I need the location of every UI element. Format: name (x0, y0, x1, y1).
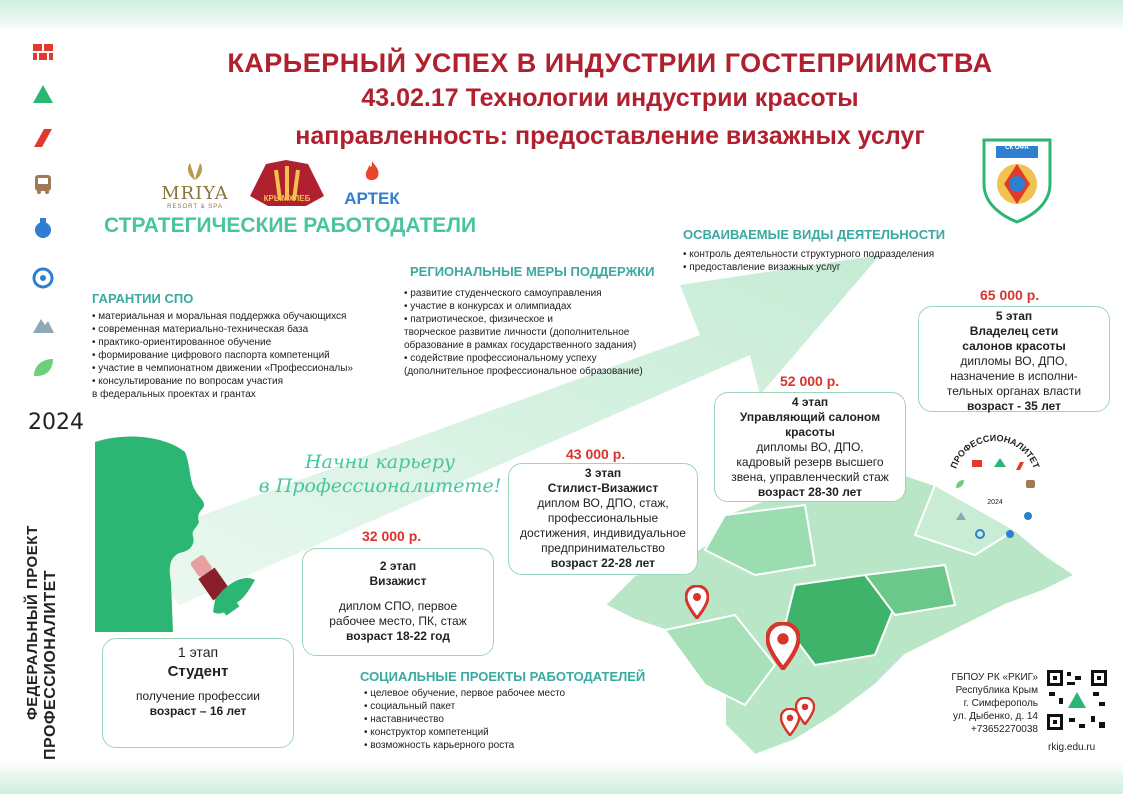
wheat-icon (246, 156, 328, 212)
side-year: 2024 (28, 410, 84, 435)
list-item: • участие в конкурсах и олимпиадах (404, 301, 572, 312)
bottom-band (0, 762, 1123, 794)
list-item: • социальный пакет (364, 701, 456, 712)
list-item: • участие в чемпионатном движении «Профессионалы» (92, 363, 353, 374)
list-item: • формирование цифрового паспорта компетенций (92, 350, 330, 361)
stage-4-salary: 52 000 р. (780, 373, 840, 389)
svg-text:2024: 2024 (987, 499, 1003, 506)
list-item: • предоставление визажных услуг (683, 262, 841, 273)
slogan: Начни карьеру в Профессионалитете! (258, 451, 502, 497)
list-item: образование в рамках государственного задания) (404, 340, 637, 351)
makeup-face-icon (95, 432, 275, 642)
social-list (364, 687, 565, 752)
stage-3-card: 3 этап Стилист-Визажист диплом ВО, ДПО, стаж, профессиональные достижения, индивидуальное предпринимательство возраст 22-28 лет (508, 463, 698, 575)
org-website: rkig.edu.ru (1048, 742, 1096, 753)
regional-heading: РЕГИОНАЛЬНЫЕ МЕРЫ ПОДДЕРЖКИ (410, 264, 655, 279)
flask-icon (30, 216, 56, 240)
strategic-employers-heading: СТРАТЕГИЧЕСКИЕ РАБОТОДАТЕЛИ (104, 214, 477, 237)
svg-text:ПРОФЕССИОНАЛИТЕТ: ПРОФЕССИОНАЛИТЕТ (948, 432, 1042, 470)
stage-2-salary: 32 000 р. (362, 528, 422, 544)
target-icon (30, 266, 56, 290)
artek-logo: АРТЕК (344, 160, 400, 209)
professionalitet-badge-icon (940, 430, 1050, 545)
list-item: • возможность карьерного роста (364, 740, 515, 751)
list-item: • наставничество (364, 714, 444, 725)
map-pin-icon (766, 622, 800, 670)
qr-code-icon (1045, 668, 1109, 732)
list-item: в федеральных проектах и грантах (92, 389, 256, 400)
slash-icon (30, 126, 56, 150)
regional-list (404, 287, 643, 378)
guarantees-list (92, 310, 353, 401)
stage-4-card: 4 этап Управляющий салоном красоты дипломы ВО, ДПО, кадровый резерв высшего звена, управленческий стаж возраст 28-30 лет (714, 392, 906, 502)
mriya-logo: MRIYA RESORT & SPA (150, 162, 240, 210)
activities-heading: ОСВАИВАЕМЫЕ ВИДЫ ДЕЯТЕЛЬНОСТИ (683, 227, 946, 242)
side-project-line1: ФЕДЕРАЛЬНЫЙ ПРОЕКТ (24, 525, 41, 720)
leaf-icon (30, 356, 56, 380)
page-direction: направленность: предоставление визажных услуг (295, 122, 925, 150)
list-item: • развитие студенческого самоуправления (404, 288, 602, 299)
guarantees-heading: ГАРАНТИИ СПО (92, 291, 194, 306)
list-item: (дополнительное профессиональное образование) (404, 366, 643, 377)
org-address: ГБПОУ РК «РКИГ» Республика Крым г. Симферополь ул. Дыбенко, д. 14 +73652270038 (951, 672, 1038, 735)
list-item: творческое развитие личности (дополнительное (404, 327, 630, 338)
side-project-line2: ПРОФЕССИОНАЛИТЕТ (42, 569, 59, 760)
brick-icon (30, 40, 56, 64)
list-item: • практико-ориентированное обучение (92, 337, 272, 348)
stage-1-card: 1 этап Студент получение профессии возраст – 16 лет (102, 638, 294, 748)
list-item: • содействие профессиональному успеху (404, 353, 597, 364)
mountain-icon (30, 312, 56, 336)
map-pin-icon (685, 585, 709, 619)
stage-3-salary: 43 000 р. (566, 446, 626, 462)
stage-5-salary: 65 000 р. (980, 287, 1040, 303)
activities-list (683, 248, 934, 274)
flame-icon (360, 160, 384, 184)
list-item: • контроль деятельности структурного подразделения (683, 249, 935, 260)
page-subtitle: 43.02.17 Технологии индустрии красоты (361, 84, 859, 112)
bus-icon (30, 172, 56, 196)
list-item: • консультирование по вопросам участия (92, 376, 284, 387)
list-item: • материальная и моральная поддержка обучающихся (92, 311, 347, 322)
social-heading: СОЦИАЛЬНЫЕ ПРОЕКТЫ РАБОТОДАТЕЛЕЙ (360, 669, 646, 684)
list-item: • патриотическое, физическое и (404, 314, 553, 325)
list-item: • целевое обучение, первое рабочее место (364, 688, 566, 699)
stage-2-card: 2 этап Визажист диплом СПО, первое рабочее место, ПК, стаж возраст 18-22 год (302, 548, 494, 656)
map-pin-icon (795, 697, 815, 725)
list-item: • конструктор компетенций (364, 727, 489, 738)
mriya-leaf-icon (180, 162, 210, 182)
list-item: • современная материально-техническая база (92, 324, 309, 335)
college-badge-text: СК ОФА (1005, 145, 1029, 151)
stage-5-card: 5 этап Владелец сети салонов красоты дипломы ВО, ДПО, назначение в исполни- тельных органах власти возраст - 35 лет (918, 306, 1110, 412)
tent-icon (30, 82, 56, 106)
krymhleb-logo: КРЫМХЛЕБ (246, 156, 328, 212)
top-band (0, 0, 1123, 32)
page-title: КАРЬЕРНЫЙ УСПЕХ В ИНДУСТРИИ ГОСТЕПРИИМСТВА (227, 48, 993, 78)
